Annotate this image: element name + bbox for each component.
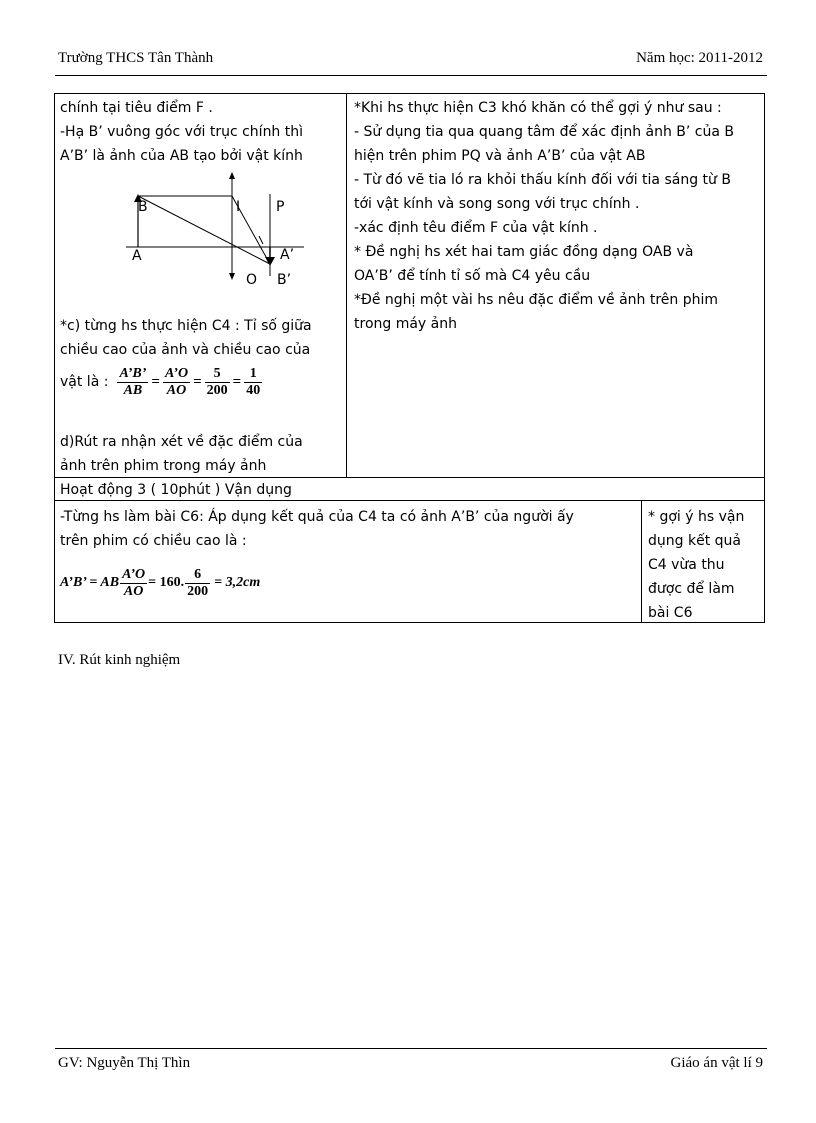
header-rule	[55, 75, 767, 76]
page-header	[58, 50, 763, 72]
formula-result: = 3,2cm	[214, 575, 261, 590]
ratio-fraction-2: $\frac{A’O}{AO}$	[164, 365, 189, 398]
text-line: - Sử dụng tia qua quang tâm để xác định ảnh B’ của B	[354, 124, 735, 140]
teacher-name: GV: Nguyễn Thị Thìn	[58, 1055, 191, 1071]
ratio-prefix: vật là :	[60, 374, 109, 390]
text-line: ảnh trên phim trong máy ảnh	[60, 458, 267, 474]
label-A-prime: A’	[280, 247, 295, 263]
subject-name: Giáo án vật lí 9	[670, 1055, 763, 1071]
ratio-line: vật là : $\frac{A’B’}{AB}$ = $\frac{A’O}{AO}$ = $\frac{5}{200}$ = $\frac{1}{40}$	[60, 365, 261, 398]
ray-diagram	[120, 166, 320, 298]
text-line: dụng kết quả	[648, 533, 741, 549]
text-line: hiện trên phim PQ và ảnh A’B’ của vật AB	[354, 148, 646, 164]
text-line: *Khi hs thực hiện C3 khó khăn có thể gợi ý như sau :	[354, 100, 722, 116]
text-line: -xác định têu điểm F của vật kính .	[354, 220, 598, 236]
text-line: * Đề nghị hs xét hai tam giác đồng dạng OAB và	[354, 244, 694, 260]
text-line: tới vật kính và song song với trục chính .	[354, 196, 640, 212]
lens-top-arrowhead	[229, 172, 235, 179]
activity-left-cell	[60, 505, 638, 613]
formula-fraction-1: $\frac{A’O}{AO}$	[122, 566, 146, 599]
footer-rule	[55, 1048, 767, 1049]
center-ray	[138, 196, 270, 264]
text-line: trên phim có chiều cao là :	[60, 533, 247, 549]
text-line: * gợi ý hs vận	[648, 509, 745, 525]
formula-mid: = 160.	[148, 575, 185, 590]
activity-right-cell	[648, 505, 760, 625]
table-divider	[346, 93, 347, 478]
formula-fraction-2: $\frac{6}{200}$	[187, 566, 209, 599]
section-title: IV. Rút kinh nghiệm	[58, 652, 181, 668]
c6-formula	[60, 553, 638, 613]
activity-title: Hoạt động 3 ( 10phút ) Vận dụng	[60, 482, 292, 498]
focus-mark	[259, 236, 263, 244]
text-line: được để làm	[648, 581, 735, 597]
ratio-fraction-3: $\frac{5}{200}$	[206, 365, 228, 398]
text-line: -Hạ B’ vuông góc với trục chính thì	[60, 124, 304, 140]
text-line: d)Rút ra nhận xét về đặc điểm của	[60, 434, 303, 450]
label-P: P	[276, 199, 285, 215]
text-line: chính tại tiêu điểm F .	[60, 100, 213, 116]
text-line: trong máy ảnh	[354, 316, 457, 332]
ratio-fraction-1: $\frac{A’B’}{AB}$	[119, 365, 147, 398]
label-B: B	[138, 199, 148, 215]
lens-bottom-arrowhead	[229, 273, 235, 280]
text-line: *Đề nghị một vài hs nêu đặc điểm về ảnh trên phim	[354, 292, 719, 308]
text-line: chiều cao của ảnh và chiều cao của	[60, 342, 311, 358]
text-line: C4 vừa thu	[648, 557, 725, 573]
activity-divider	[641, 500, 642, 623]
school-name: Trường THCS Tân Thành	[58, 50, 214, 66]
image-arrowhead	[265, 257, 275, 266]
c4-block	[60, 314, 342, 402]
label-B-prime: B’	[277, 272, 292, 288]
text-line: bài C6	[648, 605, 693, 621]
label-A: A	[132, 248, 142, 264]
label-I: I	[236, 199, 241, 215]
school-year: Năm học: 2011-2012	[636, 50, 763, 66]
label-O: O	[246, 272, 258, 288]
text-line: *c) từng hs thực hiện C4 : Tỉ số giữa	[60, 318, 312, 334]
left-cell	[60, 96, 342, 168]
text-line: - Từ đó vẽ tia ló ra khỏi thấu kính đối với tia sáng từ B	[354, 172, 731, 188]
conclusion-block	[60, 430, 342, 478]
right-cell	[354, 96, 760, 336]
formula-lhs: A’B’ = AB	[60, 575, 120, 590]
text-line: -Từng hs làm bài C6: Áp dụng kết quả của C4 ta có ảnh A’B’ của người ấy	[60, 509, 574, 525]
text-line: OA’B’ để tính tỉ số mà C4 yêu cầu	[354, 268, 591, 284]
text-line: A’B’ là ảnh của AB tạo bởi vật kính	[60, 148, 303, 164]
ratio-fraction-4: $\frac{1}{40}$	[246, 365, 261, 398]
